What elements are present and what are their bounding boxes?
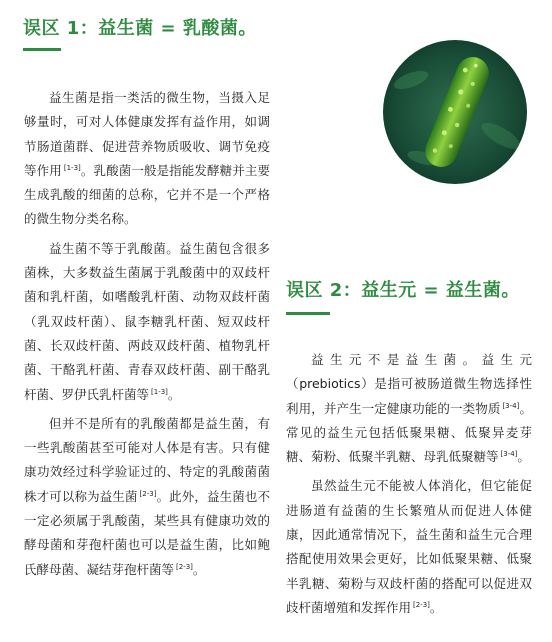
bacteria-microscope-icon [383, 40, 527, 184]
heading-myth-1: 误区 1：益生菌 = 乳酸菌。 [23, 18, 257, 39]
citation: [2-3] [413, 600, 430, 609]
heading-underline-2 [286, 312, 330, 315]
heading-myth-2: 误区 2：益生元 = 益生菌。 [286, 280, 520, 301]
paragraph: 但并不是所有的乳酸菌都是益生菌，有一些乳酸菌甚至可能对人体是有害。只有健康功效经过科学验证过的、特定的乳酸菌菌株才可以称为益生菌 [2-3]。此外，益生菌也不一定必须属于乳酸菌，某些具有健康功效的酵母菌和芽孢杆菌也可以是益生菌，比如鲍氏酵母菌、凝结芽孢杆菌等 [2-3]。 [24, 415, 270, 577]
citation: [1-3] [63, 163, 81, 172]
citation: [2-3] [139, 489, 157, 498]
citation: [3-4] [500, 450, 518, 459]
citation: [3-4] [502, 401, 520, 410]
paragraph: 益生菌不等于乳酸菌。益生菌包含很多菌株，大多数益生菌属于乳酸菌中的双歧杆菌和乳杆菌，如嗜酸乳杆菌、动物双歧杆菌（乳双歧杆菌）、鼠李糖乳杆菌、短双歧杆菌、长双歧杆菌、两歧双歧杆菌、植物乳杆菌、干酪乳杆菌、青春双歧杆菌、副干酪乳杆菌、罗伊氏乳杆菌等 [1-3]。 [24, 240, 270, 402]
citation: [2-3] [176, 562, 193, 571]
paragraph: 益生元不是益生菌。益生元（prebiotics）是指可被肠道微生物选择性利用，并产生一定健康功能的一类物质 [3-4]。常见的益生元包括低聚果糖、低聚异麦芽糖、菊粉、低聚半乳糖、母乳低聚糖等 [3-4]。 [286, 352, 532, 465]
paragraph: 虽然益生元不能被人体消化，但它能促进肠道有益菌的生长繁殖从而促进人体健康，因此通常情况下，益生菌和益生元合理搭配使用效果会更好，比如低聚果糖、低聚半乳糖、菊粉与双歧杆菌的搭配可以促进双歧杆菌增殖和发挥作用 [2-3]。 [286, 478, 532, 615]
paragraph: 益生菌是指一类活的微生物，当摄入足够量时，可对人体健康发挥有益作用，如调节肠道菌群、促进营养物质吸收、调节免疫等作用 [1-3]。乳酸菌一般是指能发酵糖并主要生成乳酸的细菌的总称，它并不是一个严格的微生物分类名称。 [24, 90, 270, 227]
citation: [1-3] [151, 387, 168, 396]
section-1-body [24, 86, 270, 587]
heading-underline-1 [23, 48, 61, 51]
section-2-body [286, 348, 532, 625]
